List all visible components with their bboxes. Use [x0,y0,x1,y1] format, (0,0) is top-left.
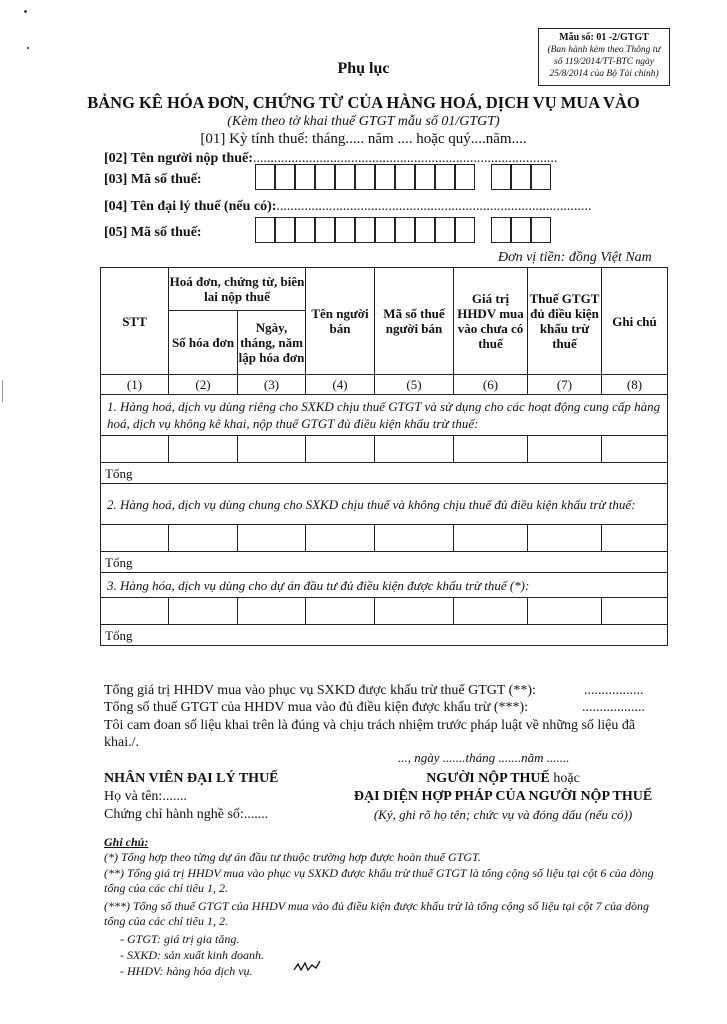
col-number: (4) [306,375,375,395]
digit-box[interactable] [275,164,295,190]
table-cell[interactable] [454,436,528,463]
table-cell[interactable] [101,598,169,625]
digit-box[interactable] [395,164,415,190]
taxpayer-representative: ĐẠI DIỆN HỢP PHÁP CỦA NGƯỜI NỘP THUẾ [353,789,653,804]
digit-box[interactable] [435,164,455,190]
definition-hhdv: - HHDV: hàng hóa dịch vụ. [120,964,253,978]
tax-code-2-label [104,225,202,241]
table-cell[interactable] [169,525,238,552]
digit-box[interactable] [375,164,395,190]
digit-box[interactable] [511,164,531,190]
table-cell[interactable] [306,436,375,463]
agent-title: NHÂN VIÊN ĐẠI LÝ THUẾ [104,771,279,786]
col-note: Ghi chú [602,268,668,375]
section-3-total: Tổng [101,625,668,646]
invoice-table [100,267,668,646]
table-cell[interactable] [238,598,306,625]
table-cell[interactable] [528,436,602,463]
summary-line-2-dots[interactable]: .................. [582,700,645,715]
table-cell[interactable] [306,525,375,552]
definition-gtgt: - GTGT: giá trị gia tăng. [120,932,240,946]
agent-name-row [104,199,591,215]
col-invoice-no: Số hóa đơn [169,311,238,375]
digit-box[interactable] [315,217,335,243]
date-line[interactable]: ..., ngày .......tháng .......năm ....... [398,750,570,765]
initials-mark [292,958,322,976]
digit-box[interactable] [335,164,355,190]
table-cell[interactable] [238,436,306,463]
agent-name[interactable]: Họ và tên:....... [104,789,187,804]
digit-box[interactable] [395,217,415,243]
scan-edge-mark [2,380,3,402]
col-invoice-group: Hoá đơn, chứng từ, biên lai nộp thuế [169,268,306,311]
col-seller-tax: Mã số thuế người bán [375,268,454,375]
currency-unit: Đơn vị tiền: đồng Việt Nam [498,250,652,265]
col-number: (5) [375,375,454,395]
table-cell[interactable] [602,436,668,463]
document-title: BẢNG KÊ HÓA ĐƠN, CHỨNG TỪ CỦA HÀNG HOÁ, DỊCH VỤ MUA VÀO [87,93,640,112]
form-issued-line2: số 119/2014/TT-BTC ngày [554,57,654,67]
section-2-total: Tổng [101,552,668,573]
tax-period-line: [01] Kỳ tính thuế: tháng..... năm .... hoặc quý....năm.... [200,131,527,147]
summary-line-2-text: Tổng số thuế GTGT của HHDV mua vào đủ điều kiện được khấu trừ (***): [104,700,529,715]
tax-code-1-boxes[interactable] [255,164,551,190]
taxpayer-title-bold: NGƯỜI NỘP THUẾ [426,771,550,786]
form-issued-line1: (Ban hành kèm theo Thông tư [547,45,661,55]
col-number: (6) [454,375,528,395]
col-vat: Thuế GTGT đủ điều kiện khấu trừ thuế [528,268,602,375]
taxpayer-name-label: [02] Tên người nộp thuế: [104,151,253,166]
col-invoice-date: Ngày, tháng, năm lập hóa đơn [238,311,306,375]
document-subtitle: (Kèm theo tờ khai thuế GTGT mẫu số 01/GTGT) [227,114,500,129]
table-cell[interactable] [238,525,306,552]
table-cell[interactable] [169,436,238,463]
digit-box[interactable] [255,217,275,243]
section-2-header: 2. Hàng hoá, dịch vụ dùng chung cho SXKD chịu thuế và không chịu thuế đủ điều kiện khấu trừ thuế: [101,484,668,525]
col-number: (8) [602,375,668,395]
section-1-total: Tổng [101,463,668,484]
col-number: (1) [101,375,169,395]
digit-box[interactable] [295,217,315,243]
col-number: (2) [169,375,238,395]
table-cell[interactable] [169,598,238,625]
summary-line-1 [104,683,536,699]
digit-box[interactable] [275,217,295,243]
taxpayer-title-or: hoặc [549,771,580,786]
form-issued-line3: 25/8/2014 của Bộ Tài chính) [549,69,659,79]
digit-box[interactable] [295,164,315,190]
table-row[interactable] [101,436,668,463]
col-number: (3) [238,375,306,395]
tax-code-1-text: [03] Mã số thuế: [104,172,202,187]
table-cell[interactable] [306,598,375,625]
digit-box[interactable] [355,164,375,190]
digit-box[interactable] [355,217,375,243]
commitment-text: Tôi cam đoan số liệu khai trên là đúng và chịu trách nhiệm trước pháp luật về những số liệu đã khai./. [104,718,636,750]
digit-box[interactable] [491,217,511,243]
note-2: (**) Tổng giá trị HHDV mua vào phục vụ SXKD được khấu trừ thuế GTGT là tổng cộng số liệu tại cột 6 của dòng tổng của các chỉ tiêu 1, 2. [104,866,654,895]
digit-box[interactable] [375,217,395,243]
scan-speck [27,47,29,49]
col-value: Giá trị HHDV mua vào chưa có thuế [454,268,528,375]
section-1-header: 1. Hàng hoá, dịch vụ dùng riêng cho SXKD chịu thuế GTGT và sử dụng cho các hoạt động cung cấp hàng hoá, dịch vụ không kê khai, nộp thuế GTGT đủ điều kiện khấu trừ thuế: [101,395,668,436]
scan-speck [24,10,27,13]
tax-code-1-label [104,172,202,188]
column-numbers-row [101,375,668,395]
digit-box[interactable] [491,164,511,190]
col-number: (7) [528,375,602,395]
table-cell[interactable] [454,525,528,552]
appendix-label: Phụ lục [337,60,390,77]
col-seller-name: Tên người bán [306,268,375,375]
table-cell[interactable] [375,598,454,625]
table-cell[interactable] [602,525,668,552]
table-cell[interactable] [602,598,668,625]
section-3-header: 3. Hàng hóa, dịch vụ dùng cho dự án đầu tư đủ điều kiện được khấu trừ thuế (*): [101,573,668,598]
col-stt: STT [101,268,169,375]
summary-line-1-text: Tổng giá trị HHDV mua vào phục vụ SXKD được khấu trừ thuế GTGT (**): [104,683,536,698]
digit-box[interactable] [531,217,551,243]
table-cell[interactable] [375,436,454,463]
agent-name-label: [04] Tên đại lý thuế (nếu có): [104,199,277,214]
tax-code-2-boxes[interactable] [255,217,551,243]
tax-code-2-text: [05] Mã số thuế: [104,225,202,240]
digit-box[interactable] [455,164,475,190]
digit-box[interactable] [455,217,475,243]
table-cell[interactable] [454,598,528,625]
note-1: (*) Tổng hợp theo từng dự án đầu tư thuộc trường hợp được hoàn thuế GTGT. [104,850,481,864]
notes-heading: Ghi chú: [104,835,149,849]
table-cell[interactable] [101,436,169,463]
digit-box[interactable] [415,217,435,243]
table-row[interactable] [101,598,668,625]
agent-cert[interactable]: Chứng chỉ hành nghề số:....... [104,807,269,822]
table-cell[interactable] [101,525,169,552]
form-code: Mẫu số: 01 -2/GTGT [559,32,649,43]
note-3: (***) Tổng số thuế GTGT của HHDV mua vào đủ điều kiện được khấu trừ là tổng cộng số liệu tại cột 7 của dòng tổng của các chỉ tiêu 1, 2. [104,899,649,928]
taxpayer-title [338,771,668,787]
table-cell[interactable] [375,525,454,552]
table-cell[interactable] [528,598,602,625]
taxpayer-sign-note: (Ký, ghi rõ họ tên; chức vụ và đóng dấu (nếu có)) [373,807,633,822]
agent-name-dots[interactable]: .......................................................................................... [276,199,592,214]
digit-box[interactable] [415,164,435,190]
definition-sxkd: - SXKD: sản xuất kinh doanh. [120,948,264,962]
table-cell[interactable] [528,525,602,552]
digit-box[interactable] [335,217,355,243]
digit-box[interactable] [531,164,551,190]
taxpayer-name-dots[interactable]: ....................................................................................... [252,151,558,166]
digit-box[interactable] [511,217,531,243]
summary-line-1-dots[interactable]: ................. [584,683,644,698]
digit-box[interactable] [255,164,275,190]
table-row[interactable] [101,525,668,552]
digit-box[interactable] [435,217,455,243]
summary-line-2 [104,700,528,716]
digit-box[interactable] [315,164,335,190]
